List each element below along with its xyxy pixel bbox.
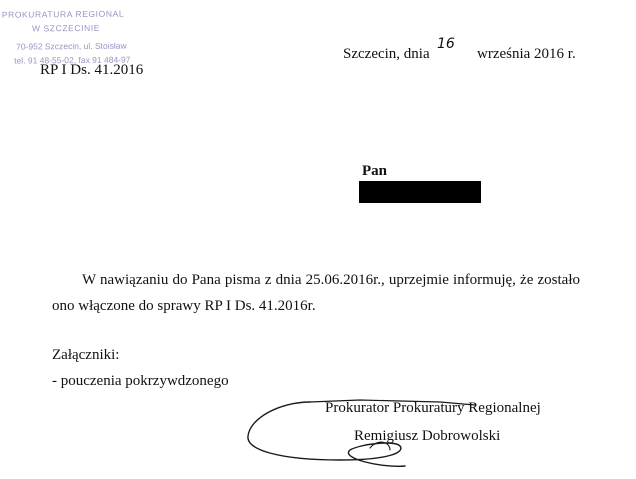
stamp-line-1: PROKURATURA REGIONAL xyxy=(1,8,125,20)
place-label: Szczecin, dnia xyxy=(343,46,430,62)
attachments-label: Załączniki: xyxy=(52,347,120,363)
body-paragraph: W nawiązaniu do Pana pisma z dnia 25.06.2016r., uprzejmie informuję, że zostało ono włączone do sprawy RP I Ds. 41.2016r. xyxy=(52,272,580,314)
stamp-line-2: W SZCZECINIE xyxy=(31,22,101,34)
date-month-year: września 2016 r. xyxy=(477,46,576,62)
stamp-line-4: tel. 91 48-55-02, fax 91 484-97 xyxy=(14,54,131,66)
redacted-name-block xyxy=(359,181,481,203)
office-stamp xyxy=(2,7,163,68)
signatory-name: Remigiusz Dobrowolski xyxy=(354,428,501,444)
stamp-line-3: 70-952 Szczecin, ul. Stoisław xyxy=(16,40,127,52)
addressee-salutation: Pan xyxy=(362,163,388,179)
handwritten-day: 16 xyxy=(437,36,455,52)
signatory-title: Prokurator Prokuratury Regionalnej xyxy=(325,400,541,416)
case-reference: RP I Ds. 41.2016 xyxy=(40,62,144,78)
letter-body xyxy=(52,267,580,319)
attachment-item: - pouczenia pokrzywdzonego xyxy=(52,373,229,389)
